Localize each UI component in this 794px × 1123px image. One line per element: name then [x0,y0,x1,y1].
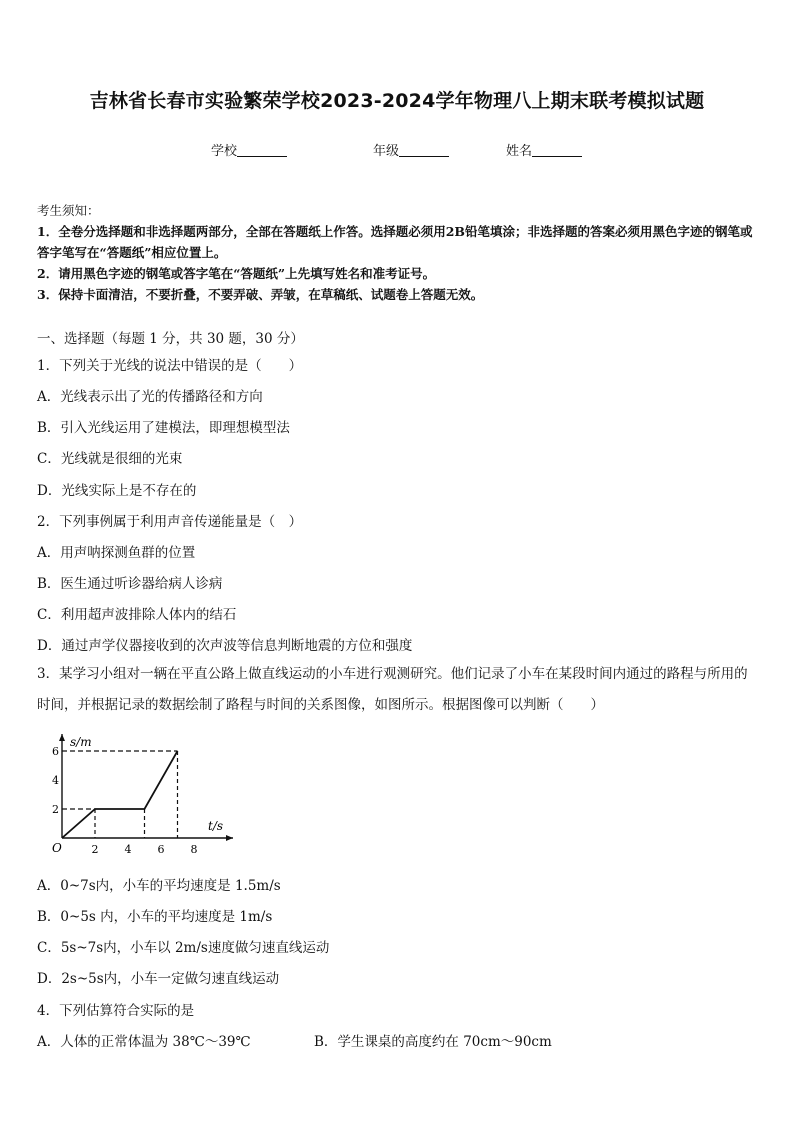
question-2-stem: 2．下列事例属于利用声音传递能量是（ ） [37,514,303,530]
question-1-option-a[interactable]: A．光线表示出了光的传播路径和方向 [37,389,263,405]
school-blank[interactable] [237,142,287,157]
school-field[interactable] [211,140,287,159]
y-axis-arrow [59,734,65,741]
question-3-option-b[interactable]: B．0~5s 内，小车的平均速度是 1m/s [37,909,273,925]
x-axis-arrow [226,835,233,841]
question-4-stem: 4．下列估算符合实际的是 [37,1003,195,1019]
grade-blank[interactable] [399,142,449,157]
x-tick-label: 6 [157,843,165,856]
distance-time-series [62,751,178,838]
name-label: 姓名 [506,144,533,159]
question-4-option-a[interactable]: A．人体的正常体温为 38℃～39℃ [37,1034,251,1050]
y-tick-label: 2 [52,803,59,816]
notice-item: 1．全卷分选择题和非选择题两部分，全部在答题纸上作答。选择题必须用2B铅笔填涂；非选择题的答案必须用黑色字迹的钢笔或答字笔写在“答题纸”相应位置上。 [37,224,753,260]
x-tick-label: 2 [91,843,99,856]
distance-time-graph [48,730,238,860]
notice-block [37,200,759,305]
y-tick-label: 6 [52,745,59,758]
x-axis-label: t/s [208,819,224,833]
question-2-option-b[interactable]: B．医生通过听诊器给病人诊病 [37,576,223,592]
grade-label: 年级 [373,144,400,159]
grade-field[interactable] [373,140,449,159]
origin-label: O [52,841,62,855]
question-1-option-b[interactable]: B．引入光线运用了建模法，即理想模型法 [37,420,290,436]
notice-item: 2．请用黑色字迹的钢笔或答字笔在“答题纸”上先填写姓名和准考证号。 [37,266,436,281]
y-tick-label: 4 [52,774,59,787]
name-field[interactable] [506,140,582,159]
question-1-option-d[interactable]: D．光线实际上是不存在的 [37,483,197,499]
question-4-option-b[interactable]: B．学生课桌的高度约在 70cm～90cm [314,1034,552,1050]
x-tick-label: 4 [124,843,132,856]
question-3-option-c[interactable]: C．5s~7s内，小车以 2m/s速度做匀速直线运动 [37,940,330,956]
x-tick-label: 8 [190,843,198,856]
notice-heading: 考生须知： [37,203,100,218]
question-2-option-a[interactable]: A．用声呐探测鱼群的位置 [37,545,196,561]
question-2-option-c[interactable]: C．利用超声波排除人体内的结石 [37,607,237,623]
page-title: 吉林省长春市实验繁荣学校2023-2024学年物理八上期末联考模拟试题 [89,90,705,112]
school-label: 学校 [211,144,238,159]
question-1-stem: 1．下列关于光线的说法中错误的是（ ） [37,358,303,374]
y-axis-label: s/m [70,735,92,749]
notice-item: 3．保持卡面清洁，不要折叠，不要弄破、弄皱，在草稿纸、试题卷上答题无效。 [37,287,484,302]
question-2-option-d[interactable]: D．通过声学仪器接收到的次声波等信息判断地震的方位和强度 [37,638,413,654]
question-3-option-a[interactable]: A．0~7s内，小车的平均速度是 1.5m/s [37,878,281,894]
question-3-stem: 3．某学习小组对一辆在平直公路上做直线运动的小车进行观测研究。他们记录了小车在某段时间内通过的路程与所用的时间，并根据记录的数据绘制了路程与时间的关系图像，如图所示。根据图像可以判断（ ） [37,666,748,713]
name-blank[interactable] [532,142,582,157]
question-1-option-c[interactable]: C．光线就是很细的光束 [37,451,183,467]
section-heading: 一、选择题（每题 1 分，共 30 题，30 分） [37,331,304,347]
question-3-option-d[interactable]: D．2s~5s内，小车一定做匀速直线运动 [37,971,280,987]
